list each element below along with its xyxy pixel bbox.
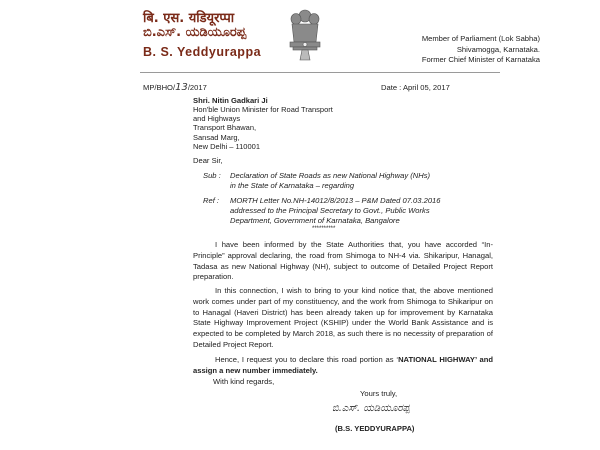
subject-text — [230, 171, 430, 191]
regards: With kind regards, — [213, 377, 275, 386]
address-line: and Highways — [193, 114, 241, 124]
body-paragraph-1: I have been informed by the State Authorities that, you have accorded “In-Principle” approval declaring, the road from Shimoga to NH-4 via. Shikaripur, Hanagal, Tadasa as new National Highway (NH), subject to outcome of Detailed Project Report preparation. — [193, 240, 493, 282]
handwritten-signature: ಬಿ.ಎಸ್. ಯಡಿಯೂರಪ್ಪ — [332, 403, 410, 414]
address-line: Sansad Marg, — [193, 132, 240, 142]
ref-handwritten-number: 13 — [175, 82, 188, 93]
letterhead-name-kannada: ಬಿ.ಎಸ್. ಯಡಿಯೂರಪ್ಪ — [143, 25, 247, 40]
subject-line: in the State of Karnataka – regarding — [230, 181, 355, 190]
subject-line: Declaration of State Roads as new National Highway (NHs) — [230, 171, 431, 180]
body-paragraph-3 — [193, 355, 493, 377]
letter-date: Date : April 05, 2017 — [381, 83, 450, 92]
addressee-name: Shri. Nitin Gadkari Ji — [193, 96, 268, 105]
designation-line: Former Chief Minister of Karnataka — [421, 55, 540, 64]
signatory-name: (B.S. YEDDYURAPPA) — [335, 424, 415, 433]
reference-number — [143, 83, 207, 93]
ref-label: Ref : — [203, 196, 220, 205]
letterhead-name-english: B. S. Yeddyurappa — [143, 45, 262, 59]
national-emblem-icon — [285, 6, 325, 64]
request-text: Hence, I request you to declare this road portion as ‘ — [215, 355, 399, 364]
address-line: Hon'ble Union Minister for Road Transport — [193, 105, 333, 114]
ref-suffix: /2017 — [187, 83, 207, 92]
ref-line: MORTH Letter No.NH-14012/8/2013 – P&M Dated 07.03.2016 — [230, 196, 441, 205]
ref-line: addressed to the Principal Secretary to Govt., Public Works — [230, 206, 430, 215]
request-bold-text: NATIONAL HIGHWAY’ and assign a new number immediately. — [193, 355, 493, 375]
ref-text — [230, 196, 441, 233]
address-line: Transport Bhawan, — [193, 123, 257, 133]
salutation: Dear Sir, — [193, 156, 223, 165]
letterhead-designation — [422, 34, 540, 66]
ref-line: Department, Government of Karnataka, Bangalore — [230, 216, 400, 225]
designation-line: Shivamogga, Karnataka. — [456, 44, 540, 54]
letterhead-name-hindi: बि. एस. यडियूरप्पा — [143, 11, 235, 26]
designation-line: Member of Parliament (Lok Sabha) — [421, 34, 540, 43]
ref-prefix: MP/BHO/ — [143, 83, 176, 92]
addressee-address — [193, 105, 333, 151]
subject-label: Sub : — [203, 171, 221, 180]
yours-truly: Yours truly, — [360, 389, 398, 398]
letterhead-divider — [140, 72, 500, 73]
address-line: New Delhi – 110001 — [193, 141, 260, 151]
body-paragraph-2: In this connection, I wish to bring to your kind notice that, the above mentioned work comes under part of my constituency, and the work from Shimoga to Shikaripur on to Hanagal (Haveri District) has been already taken up for improvement by Karnataka State Highway Improvement Project (KSHIP) under the World Bank Assistance and is expected to be completed by March 2018, as such there is no necessity of preparation of Detailed Project Report. — [193, 286, 493, 349]
ref-stars: ********** — [312, 226, 336, 232]
